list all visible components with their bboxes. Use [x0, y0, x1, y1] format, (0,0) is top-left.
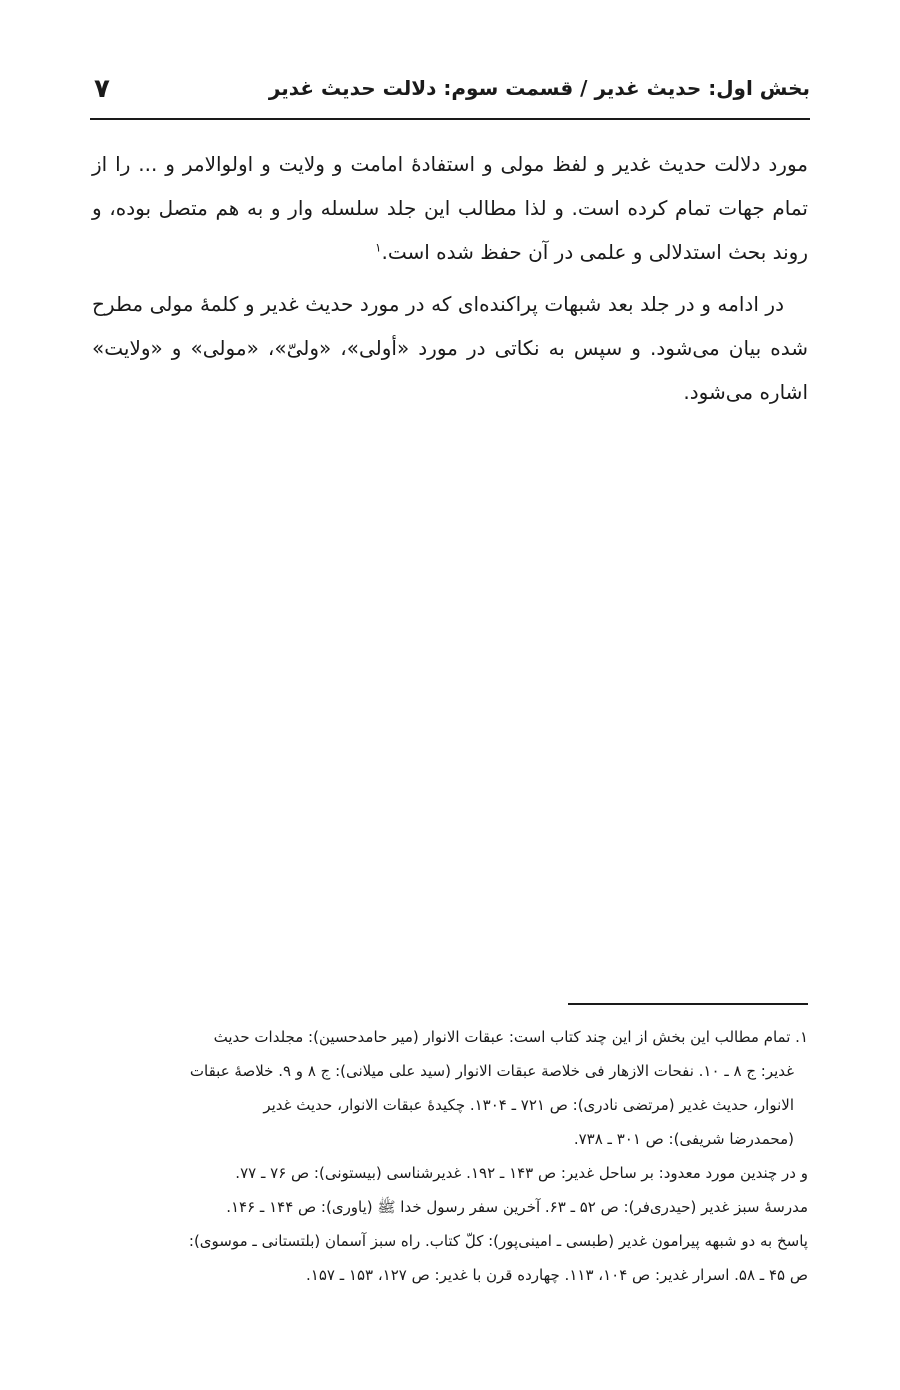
footnote-line: پاسخ به دو شبهه پیرامون غدیر (طبسی ـ امینی‌پور): کلّ کتاب. راه سبز آسمان (بلتستانی ـ موسوی):: [188, 1232, 808, 1250]
footnote-line: ۱. تمام مطالب این بخش از این چند کتاب است: عبقات الانوار (میر حامدحسین): مجلدات حدیث: [213, 1028, 808, 1046]
footnotes: [92, 1020, 808, 1292]
paragraph-1-text: مورد دلالت حدیث غدیر و لفظ مولی و استفادهٔ امامت و ولایت و اولوالامر و ... را از تمام جهات تمام کرده است. و لذا مطالب این جلد سلسله وار و به هم متصل بوده، و روند بحث استدلالی و علمی در آن حفظ شده است.: [92, 152, 808, 264]
footnote-line: غدیر: ج ۸ ـ ۱۰. نفحات الازهار فی خلاصة عبقات الانوار (سید علی میلانی): ج ۸ و ۹. خلاصهٔ عبقات: [189, 1062, 794, 1080]
footnote-line: مدرسهٔ سبز غدیر (حیدری‌فر): ص ۵۲ ـ ۶۳. آخرین سفر رسول خدا ﷺ (یاوری): ص ۱۴۴ ـ ۱۴۶.: [226, 1198, 808, 1216]
running-header-title: بخش اول: حدیث غدیر / قسمت سوم: دلالت حدیث غدیر: [268, 76, 810, 100]
footnote-divider: [568, 1003, 808, 1005]
footnote-line: الانوار، حدیث غدیر (مرتضی نادری): ص ۷۲۱ ـ ۱۳۰۴. چکیدهٔ عبقات الانوار، حدیث غدیر: [263, 1096, 794, 1114]
paragraph-1: [92, 142, 808, 274]
page-number: ۷: [94, 74, 110, 104]
footnote-line: (محمدرضا شریفی): ص ۳۰۱ ـ ۷۳۸.: [573, 1130, 794, 1148]
footnote-reference-1[interactable]: ۱: [375, 240, 382, 255]
header-divider: [90, 118, 810, 120]
footnote-line: ص ۴۵ ـ ۵۸. اسرار غدیر: ص ۱۰۴، ۱۱۳. چهارده قرن با غدیر: ص ۱۲۷، ۱۵۳ ـ ۱۵۷.: [306, 1266, 808, 1284]
main-text: [92, 142, 808, 414]
paragraph-2: در ادامه و در جلد بعد شبهات پراکنده‌ای که در مورد حدیث غدیر و کلمهٔ مولی مطرح شده بیان می‌شود. و سپس به نکاتی در مورد «أولی»، «ولیّ»، «مولی» و «ولایت» اشاره می‌شود.: [92, 292, 808, 404]
footnote-line: و در چندین مورد معدود: بر ساحل غدیر: ص ۱۴۳ ـ ۱۹۲. غدیرشناسی (بیستونی): ص ۷۶ ـ ۷۷.: [235, 1164, 808, 1182]
page-header: [90, 72, 810, 116]
